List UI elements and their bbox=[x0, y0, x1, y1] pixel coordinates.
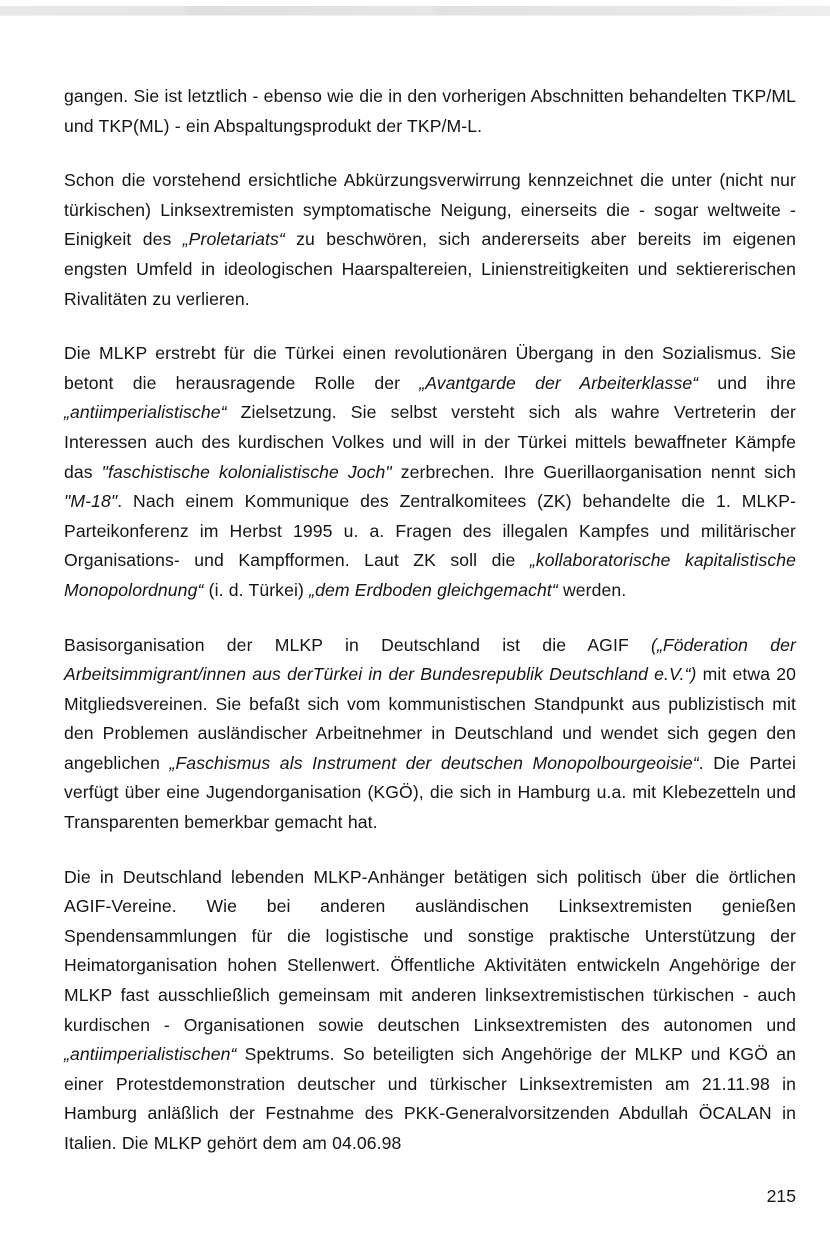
paragraph bbox=[64, 166, 796, 314]
page-number: 215 bbox=[766, 1186, 796, 1206]
emphasis-run: "M-18" bbox=[64, 491, 118, 512]
text-run: Die MLKP erstrebt für die Türkei einen revolutionären Übergang in den Sozialismus. Sie betont die herausragende Rolle der bbox=[64, 343, 796, 393]
paragraph bbox=[64, 82, 796, 141]
emphasis-run: („Föderation der Arbeitsimmigrant/innen aus derTürkei in der Bundesrepublik Deutschland e.V.“) bbox=[64, 634, 796, 685]
body-text-column bbox=[64, 82, 796, 1159]
emphasis-run: „antiimperialistische“ bbox=[64, 402, 227, 423]
text-run: . Nach einem Kommunique des Zentralkomitees (ZK) behandelte die 1. MLKP-Parteikonferenz im Herbst 1995 u. a. Fragen des illegalen Kampfes und militärischer Organisations- und Kampfformen. Laut ZK soll die bbox=[64, 491, 796, 571]
scan-artifact-band bbox=[0, 6, 830, 15]
text-run: Basisorganisation der MLKP in Deutschland ist die AGIF bbox=[64, 634, 652, 655]
text-run: mit etwa 20 Mitgliedsvereinen. Sie befaßt sich vom kommunistischen Standpunkt aus publizistisch mit den Problemen ausländischer Arbeitnehmer in Deutschland und wendet sich gegen den angeblichen bbox=[64, 664, 796, 773]
text-run: werden. bbox=[557, 579, 627, 600]
emphasis-run: „antiimperialistischen“ bbox=[64, 1044, 237, 1065]
text-run: (i. d. Türkei) bbox=[203, 579, 310, 600]
paragraph bbox=[64, 339, 796, 605]
text-run: in ideologischen Haarspaltereien, Linienstreitigkeiten und sektiererischen Rivalitäten zu verlieren. bbox=[64, 258, 797, 309]
text-run: . Die Partei verfügt über eine Jugendorganisation (KGÖ), die sich in Hamburg u.a. mit Klebezetteln und Transparenten bemerkbar gemacht hat. bbox=[64, 752, 796, 833]
emphasis-run: "faschistische kolonialistische Joch" bbox=[101, 461, 392, 482]
text-run: zu beschwören, sich andererseits aber bereits im eigenen engsten Umfeld bbox=[64, 229, 796, 279]
text-run: und ihre bbox=[698, 372, 796, 393]
text-run: Spektrums. So beteiligten sich Angehörige der MLKP und KGÖ an einer Protestdemonstration deutscher und türkischer Linksextremisten am 21.11.98 in Hamburg anläßlich der Festnahme des PKK-Generalvorsitzenden Abdullah ÖCALAN in Italien. Die MLKP gehört dem am 04.06.98 bbox=[64, 1044, 796, 1153]
emphasis-run: „dem Erdboden gleichgemacht“ bbox=[309, 579, 558, 600]
text-run: Schon die vorstehend ersichtliche Abkürzungsverwirrung kennzeichnet die unter (nicht nur türkischen) Linksextremisten symptomatische Neigung, einerseits die - sogar weltweite - Einigkeit des bbox=[64, 170, 796, 250]
emphasis-run: „Avantgarde der Arbeiterklasse“ bbox=[419, 372, 699, 393]
emphasis-run: „Proletariats“ bbox=[182, 229, 285, 250]
text-run: zerbrechen. Ihre Guerillaorganisation nennt sich bbox=[391, 461, 797, 482]
text-run: gangen. Sie ist letztlich - ebenso wie die in den vorherigen Abschnitten behandelten TKP/ML und TKP(ML) - ein Abspaltungsprodukt der TKP/M-L. bbox=[64, 86, 796, 136]
scan-artifact-hairline bbox=[0, 15, 830, 16]
emphasis-run: „Faschismus als Instrument der deutschen Monopolbourgeoisie“ bbox=[169, 752, 699, 773]
text-run: Zielsetzung. Sie selbst versteht sich als wahre Vertreterin der Interessen auch des kurdischen Volkes und will in der Türkei mittels bewaffneter Kämpfe das bbox=[64, 402, 796, 482]
emphasis-run: „kollaboratorische kapitalistische Monopolordnung“ bbox=[64, 550, 797, 600]
text-run: Die in Deutschland lebenden MLKP-Anhänger betätigen sich politisch über die örtlichen AGIF-Vereine. Wie bei anderen ausländischen Linksextremisten genießen Spendensammlungen für die logistische und sonstige praktische Unterstützung der Heimatorganisation hohen Stellenwert. Öffentliche Aktivitäten entwickeln Angehörige der MLKP fast ausschließlich gemeinsam mit anderen linksextremistischen türkischen - auch kurdischen - Organisationen sowie deutschen Linksextremisten des autonomen und bbox=[64, 866, 796, 1035]
paragraph bbox=[64, 863, 796, 1159]
paragraph bbox=[64, 631, 796, 838]
